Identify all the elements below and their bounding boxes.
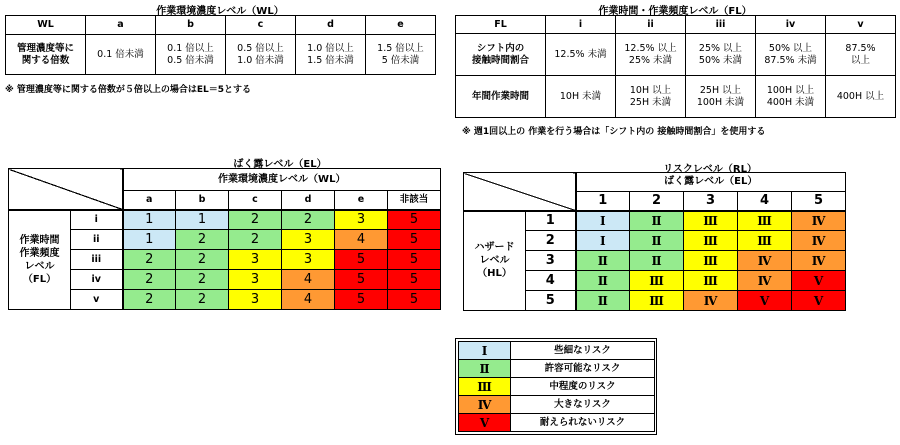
el-cell: 1	[123, 230, 176, 250]
rl-cell: Ⅴ	[792, 291, 846, 311]
el-cell: 2	[123, 270, 176, 290]
rl-cell: Ⅳ	[792, 231, 846, 251]
fl-row2-label: 年間作業時間	[456, 76, 546, 118]
legend-symbol: Ⅰ	[459, 342, 511, 360]
el-col-group-label: 作業環境濃度レベル（WL）	[123, 169, 441, 191]
el-cell: 3	[229, 270, 282, 290]
el-cell: 5	[388, 290, 441, 310]
rl-row-1: 1	[526, 211, 576, 231]
rl-row-2: 2	[526, 231, 576, 251]
fl-row2-value-v: 400H 以上	[826, 76, 896, 118]
rl-cell: Ⅱ	[576, 271, 630, 291]
rl-cell: Ⅱ	[630, 211, 684, 231]
el-cell: 3	[282, 250, 335, 270]
el-cell: 5	[335, 250, 388, 270]
el-cell: 5	[388, 230, 441, 250]
rl-cell: Ⅴ	[738, 291, 792, 311]
el-cell: 3	[229, 290, 282, 310]
fl-title: 作業時間・作業頻度レベル（FL）	[598, 6, 752, 17]
el-cell: 3	[229, 250, 282, 270]
wl-col-c: c	[226, 16, 296, 35]
el-cell: 5	[335, 270, 388, 290]
el-cell: 1	[176, 210, 229, 230]
el-row-iii: iii	[71, 250, 123, 270]
el-cell: 2	[176, 230, 229, 250]
fl-row2-value-ii: 10H 以上 25H 未満	[616, 76, 686, 118]
el-col-na: 非該当	[388, 191, 441, 210]
rl-cell: Ⅳ	[684, 291, 738, 311]
el-cell: 2	[176, 290, 229, 310]
fl-row2-value-iv: 100H 以上 400H 未満	[756, 76, 826, 118]
el-cell: 4	[282, 270, 335, 290]
rl-cell: Ⅳ	[792, 251, 846, 271]
rl-row-4: 4	[526, 271, 576, 291]
rl-cell: Ⅱ	[576, 251, 630, 271]
el-cell: 2	[176, 250, 229, 270]
wl-value-d: 1.0 倍以上 1.5 倍未満	[296, 35, 366, 75]
el-cell: 5	[335, 290, 388, 310]
wl-table	[5, 15, 436, 75]
legend-label: 中程度のリスク	[511, 378, 655, 396]
rl-table	[463, 172, 846, 311]
fl-note: ※ 週1回以上の 作業を行う場合は「シフト内の 接触時間割合」を使用する	[462, 127, 766, 137]
wl-title: 作業環境濃度レベル（WL）	[156, 6, 284, 17]
rl-col-3: 3	[684, 192, 738, 211]
fl-row2-value-iii: 25H 以上 100H 未満	[686, 76, 756, 118]
el-cell: 2	[123, 250, 176, 270]
el-cell: 1	[123, 210, 176, 230]
el-row-i: i	[71, 210, 123, 230]
fl-header-label: FL	[456, 16, 546, 34]
el-row-ii: ii	[71, 230, 123, 250]
rl-cell: Ⅲ	[684, 271, 738, 291]
legend-label: 些細なリスク	[511, 342, 655, 360]
el-row-group-label: 作業時間 作業頻度 レベル （FL）	[9, 210, 71, 310]
wl-value-a: 0.1 倍未満	[86, 35, 156, 75]
fl-row2-value-i: 10H 未満	[546, 76, 616, 118]
fl-col-iii: iii	[686, 16, 756, 34]
el-cell: 5	[388, 250, 441, 270]
el-corner-cell	[9, 169, 123, 210]
rl-cell: Ⅳ	[792, 211, 846, 231]
fl-table	[455, 15, 896, 118]
wl-col-a: a	[86, 16, 156, 35]
rl-corner-cell	[464, 173, 576, 211]
fl-row1-value-v: 87.5% 以上	[826, 34, 896, 76]
fl-row1-label: シフト内の 接触時間割合	[456, 34, 546, 76]
rl-cell: Ⅲ	[738, 231, 792, 251]
rl-col-1: 1	[576, 192, 630, 211]
rl-cell: Ⅲ	[630, 271, 684, 291]
fl-row1-value-i: 12.5% 未満	[546, 34, 616, 76]
legend-symbol: Ⅲ	[459, 378, 511, 396]
el-cell: 3	[335, 210, 388, 230]
el-row-iv: iv	[71, 270, 123, 290]
rl-col-5: 5	[792, 192, 846, 211]
risk-legend	[455, 338, 657, 435]
fl-row1-value-ii: 12.5% 以上 25% 未満	[616, 34, 686, 76]
legend-symbol: Ⅳ	[459, 396, 511, 414]
rl-cell: Ⅲ	[684, 251, 738, 271]
el-cell: 4	[335, 230, 388, 250]
el-table	[8, 168, 441, 310]
wl-row-label: 管理濃度等に 関する倍数	[6, 35, 86, 75]
rl-cell: Ⅲ	[684, 231, 738, 251]
el-col-c: c	[229, 191, 282, 210]
legend-label: 許容可能なリスク	[511, 360, 655, 378]
rl-cell: Ⅲ	[738, 211, 792, 231]
rl-row-5: 5	[526, 291, 576, 311]
el-cell: 2	[229, 210, 282, 230]
el-cell: 2	[123, 290, 176, 310]
rl-cell: Ⅳ	[738, 251, 792, 271]
rl-row-3: 3	[526, 251, 576, 271]
rl-cell: Ⅲ	[684, 211, 738, 231]
el-cell: 5	[388, 210, 441, 230]
wl-value-e: 1.5 倍以上 5 倍未満	[366, 35, 436, 75]
rl-title: リスクレベル（RL）	[663, 164, 757, 175]
wl-value-c: 0.5 倍以上 1.0 倍未満	[226, 35, 296, 75]
wl-header-label: WL	[6, 16, 86, 35]
fl-col-v: v	[826, 16, 896, 34]
rl-cell: Ⅴ	[792, 271, 846, 291]
rl-cell: Ⅳ	[738, 271, 792, 291]
rl-cell: Ⅲ	[630, 291, 684, 311]
rl-cell: Ⅱ	[576, 291, 630, 311]
el-cell: 3	[282, 230, 335, 250]
wl-col-b: b	[156, 16, 226, 35]
el-col-b: b	[176, 191, 229, 210]
el-cell: 2	[229, 230, 282, 250]
legend-label: 耐えられないリスク	[511, 414, 655, 432]
el-cell: 2	[176, 270, 229, 290]
legend-symbol: Ⅴ	[459, 414, 511, 432]
el-col-e: e	[335, 191, 388, 210]
rl-cell: Ⅰ	[576, 231, 630, 251]
legend-symbol: Ⅱ	[459, 360, 511, 378]
fl-row1-value-iv: 50% 以上 87.5% 未満	[756, 34, 826, 76]
fl-col-i: i	[546, 16, 616, 34]
fl-row1-value-iii: 25% 以上 50% 未満	[686, 34, 756, 76]
rl-cell: Ⅰ	[576, 211, 630, 231]
wl-col-d: d	[296, 16, 366, 35]
rl-row-group-label: ハザード レベル （HL）	[464, 211, 526, 311]
rl-cell: Ⅱ	[630, 251, 684, 271]
wl-value-b: 0.1 倍以上 0.5 倍未満	[156, 35, 226, 75]
legend-label: 大きなリスク	[511, 396, 655, 414]
el-cell: 2	[282, 210, 335, 230]
el-cell: 4	[282, 290, 335, 310]
el-cell: 5	[388, 270, 441, 290]
rl-col-4: 4	[738, 192, 792, 211]
rl-col-2: 2	[630, 192, 684, 211]
el-col-a: a	[123, 191, 176, 210]
el-row-v: v	[71, 290, 123, 310]
el-title: ばく露レベル（EL）	[233, 159, 327, 170]
rl-cell: Ⅱ	[630, 231, 684, 251]
wl-note: ※ 管理濃度等に関する倍数が５倍以上の場合はEL＝5とする	[5, 85, 252, 95]
fl-col-ii: ii	[616, 16, 686, 34]
fl-col-iv: iv	[756, 16, 826, 34]
el-col-d: d	[282, 191, 335, 210]
rl-col-group-label: ばく露レベル（EL）	[576, 173, 846, 192]
wl-col-e: e	[366, 16, 436, 35]
